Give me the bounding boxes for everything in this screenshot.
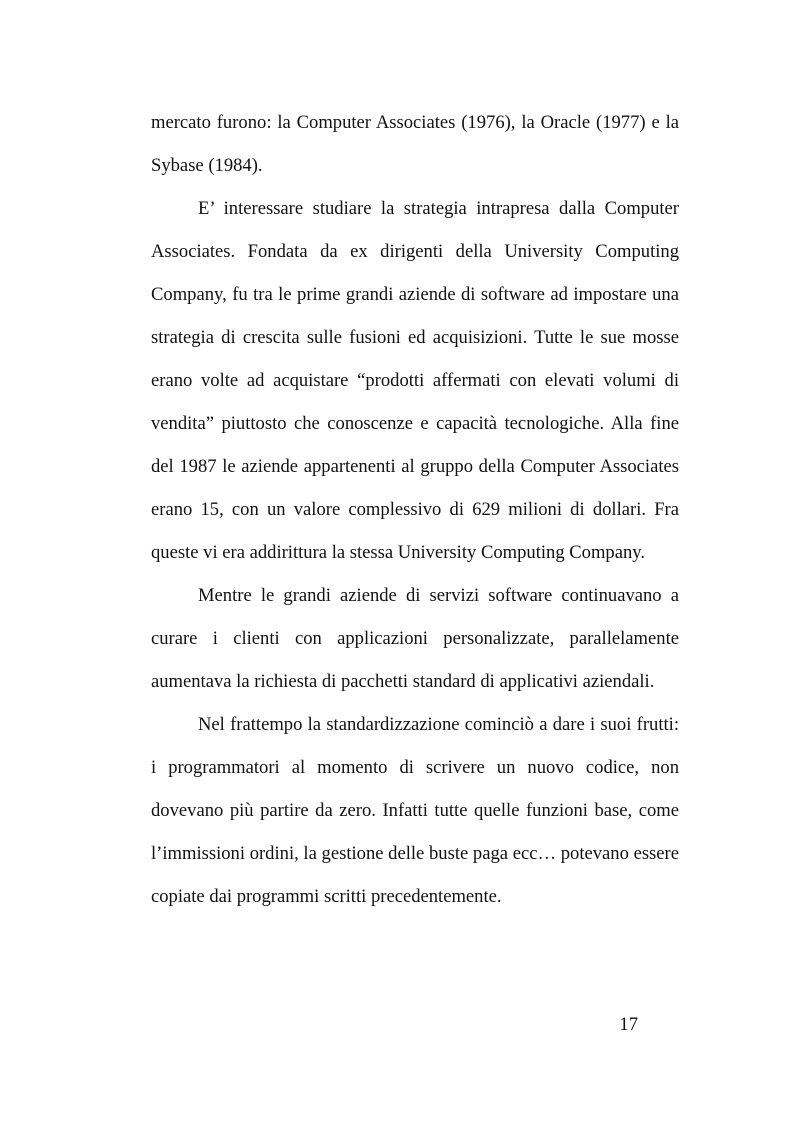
page-number: 17 (619, 1014, 638, 1035)
paragraph-software-services: Mentre le grandi aziende di servizi software continuavano a curare i clienti con applicazioni personalizzate, parallelamente aumentava la richiesta di pacchetti standard di applicativi aziendali. (151, 585, 679, 692)
paragraph-standardization: Nel frattempo la standardizzazione cominciò a dare i suoi frutti: i programmatori al momento di scrivere un nuovo codice, non dovevano più partire da zero. Infatti tutte quelle funzioni base, come l’immissioni ordini, la gestione delle buste paga ecc… potevano essere copiate dai programmi scritti precedentemente. (151, 714, 679, 907)
paragraph-continuation: mercato furono: la Computer Associates (1976), la Oracle (1977) e la Sybase (1984). (151, 112, 679, 176)
page-body (151, 101, 679, 918)
paragraph-computer-associates: E’ interessare studiare la strategia intrapresa dalla Computer Associates. Fondata da ex dirigenti della University Computing Company, fu tra le prime grandi aziende di software ad impostare una strategia di crescita sulle fusioni ed acquisizioni. Tutte le sue mosse erano volte ad acquistare “prodotti affermati con elevati volumi di vendita” piuttosto che conoscenze e capacità tecnologiche. Alla fine del 1987 le aziende appartenenti al gruppo della Computer Associates erano 15, con un valore complessivo di 629 milioni di dollari. Fra queste vi era addirittura la stessa University Computing Company. (151, 198, 679, 563)
